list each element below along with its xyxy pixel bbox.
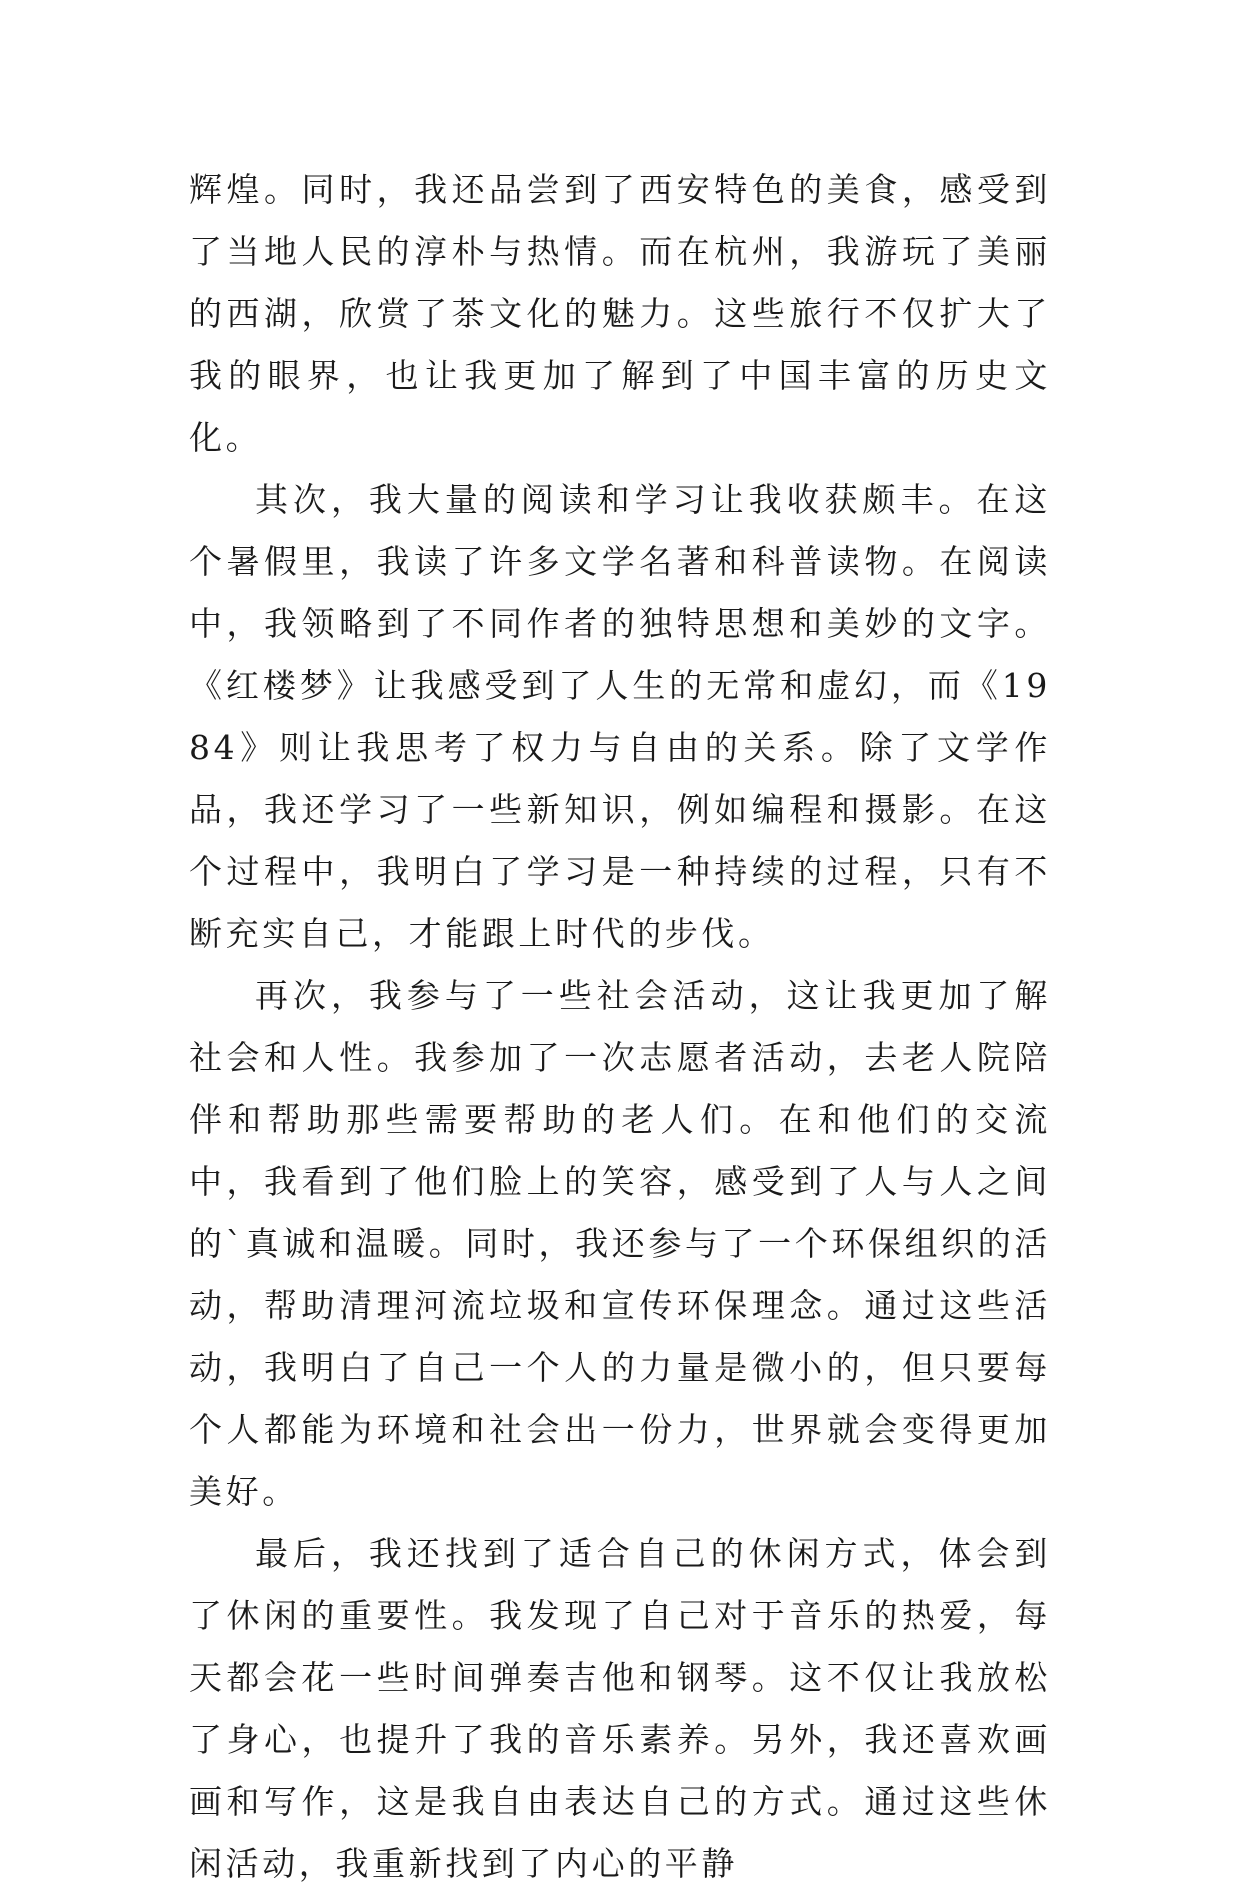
paragraph-travel-continued: 辉煌。同时，我还品尝到了西安特色的美食，感受到了当地人民的淳朴与热情。而在杭州，我游玩了美丽的西湖，欣赏了茶文化的魅力。这些旅行不仅扩大了我的眼界，也让我更加了解到了中国丰富的历史文化。	[189, 170, 1051, 457]
paragraph-social-activities: 再次，我参与了一些社会活动，这让我更加了解社会和人性。我参加了一次志愿者活动，去老人院陪伴和帮助那些需要帮助的老人们。在和他们的交流中，我看到了他们脸上的笑容，感受到了人与人之间的`真诚和温暖。同时，我还参与了一个环保组织的活动，帮助清理河流垃圾和宣传环保理念。通过这些活动，我明白了自己一个人的力量是微小的，但只要每个人都能为环境和社会出一份力，世界就会变得更加美好。	[189, 976, 1051, 1511]
paragraph-reading: 其次，我大量的阅读和学习让我收获颇丰。在这个暑假里，我读了许多文学名著和科普读物。在阅读中，我领略到了不同作者的独特思想和美妙的文字。《红楼梦》让我感受到了人生的无常和虚幻，而《1984》则让我思考了权力与自由的关系。除了文学作品，我还学习了一些新知识，例如编程和摄影。在这个过程中，我明白了学习是一种持续的过程，只有不断充实自己，才能跟上时代的步伐。	[189, 480, 1051, 953]
document-body	[189, 159, 1051, 1895]
paragraph-leisure: 最后，我还找到了适合自己的休闲方式，体会到了休闲的重要性。我发现了自己对于音乐的热爱，每天都会花一些时间弹奏吉他和钢琴。这不仅让我放松了身心，也提升了我的音乐素养。另外，我还喜欢画画和写作，这是我自由表达自己的方式。通过这些休闲活动，我重新找到了内心的平静	[189, 1534, 1051, 1883]
